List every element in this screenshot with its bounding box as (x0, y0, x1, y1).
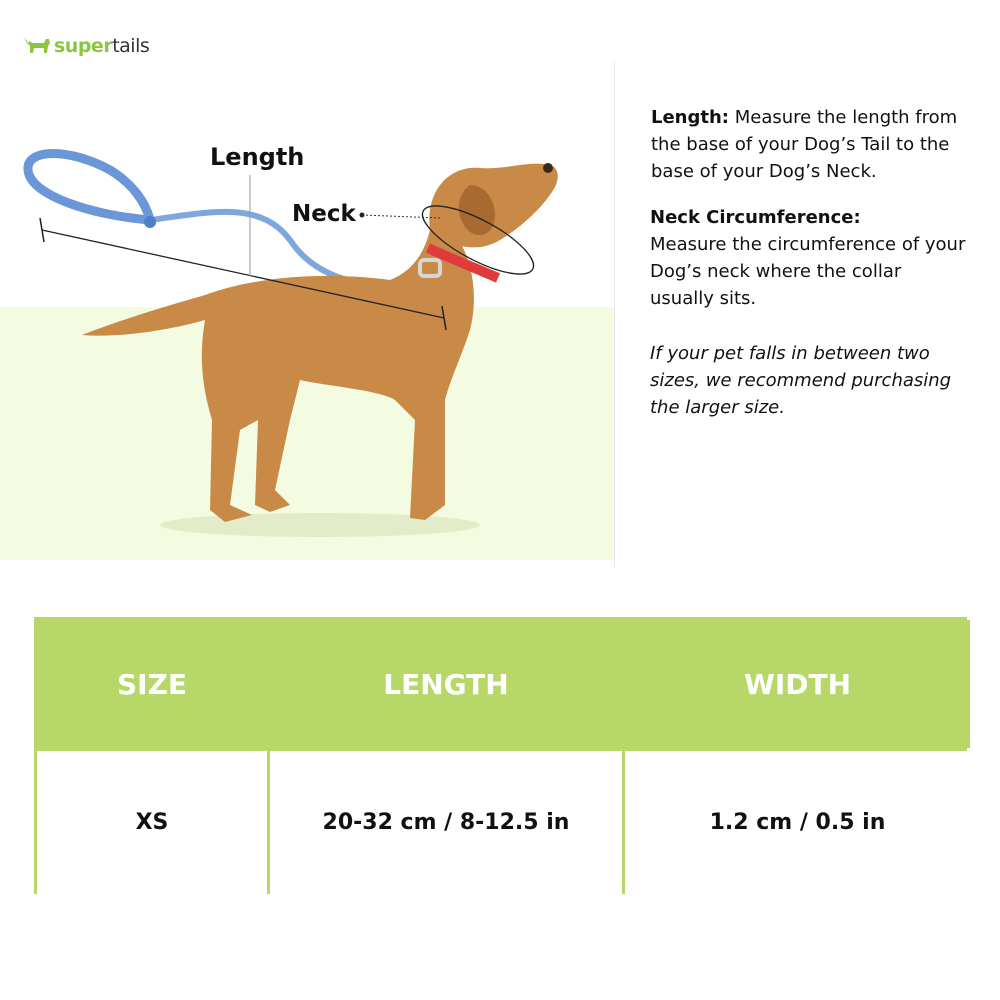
dog-shadow (160, 513, 480, 537)
size-recommendation-note: If your pet falls in between two sizes, we recommend purchasing the larger size. (650, 343, 952, 418)
section-divider (614, 62, 615, 567)
header-size: SIZE (37, 620, 267, 748)
neck-pointer-dot (360, 213, 365, 218)
length-instructions (651, 104, 971, 185)
neck-text: Measure the circumference of your Dog’s neck where the collar usually sits. (650, 234, 966, 309)
leash-knot (144, 216, 156, 228)
neck-label: Neck (292, 201, 356, 227)
dog-silhouette-icon (22, 33, 52, 59)
header-width: WIDTH (625, 620, 970, 748)
cell-width: 1.2 cm / 0.5 in (625, 751, 970, 894)
neck-instructions (650, 204, 970, 312)
neck-label-pointer (362, 215, 440, 218)
header-length: LENGTH (270, 620, 622, 748)
length-label: Length (210, 143, 305, 171)
cell-size: XS (37, 751, 267, 894)
neck-title: Neck Circumference: (650, 207, 861, 228)
leash-loop (28, 154, 150, 221)
size-chart-table (34, 617, 967, 894)
leash-strap (150, 212, 430, 285)
length-text: Measure the length from the base of your Dog’s Tail to the base of your Dog’s Neck. (651, 107, 958, 182)
dog-measurement-illustration (0, 100, 614, 560)
cell-length: 20-32 cm / 8-12.5 in (270, 751, 622, 894)
length-title: Length: (651, 107, 729, 128)
brand-name: supertails (54, 35, 150, 57)
brand-logo (22, 30, 149, 62)
